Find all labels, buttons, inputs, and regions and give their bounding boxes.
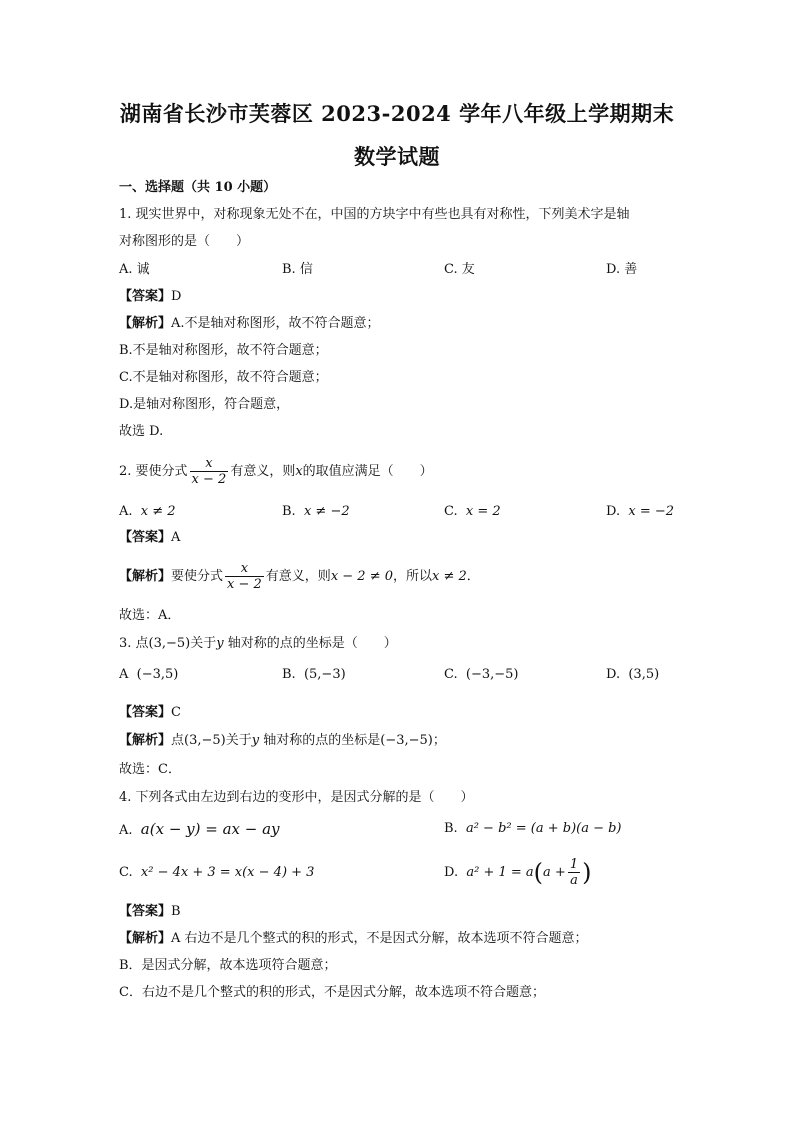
q3-option-b: B. (5,−3) [282, 667, 346, 682]
q1-analysis-line4: D.是轴对称图形，符合题意， [119, 397, 290, 412]
document-subtitle: 数学试题 [354, 144, 440, 169]
q3-analysis: 【解析】点(3,−5)关于y 轴对称的点的坐标是(−3,−5)； [119, 733, 446, 748]
analysis-label: 【解析】 [119, 316, 172, 331]
analysis-label: 【解析】 [119, 733, 172, 748]
section-heading: 一、选择题（共 10 小题） [119, 180, 277, 195]
q2-option-c: C. x = 2 [444, 504, 501, 519]
q4-analysis-line2: B．是因式分解，故本选项符合题意； [119, 958, 337, 973]
q4-answer [119, 904, 181, 920]
q1-option-a: A. 诚 [119, 262, 150, 277]
q2-answer [119, 530, 180, 546]
q2-prefix: 2. 要使分式 [119, 464, 188, 479]
q4-answer-value: B [171, 904, 181, 919]
q3-text: 3. 点(3,−5)关于y 轴对称的点的坐标是（ ） [119, 636, 397, 651]
q1-option-c: C. 友 [444, 262, 475, 277]
q2-conclusion: 故选：A． [119, 608, 181, 623]
analysis-label: 【解析】 [119, 931, 172, 946]
q4-option-b: B. a² − b² = (a + b)(a − b) [444, 821, 622, 836]
q4-optD-fraction: $\frac{1}{a}$ [569, 856, 579, 888]
q3-conclusion: 故选：C． [119, 762, 181, 777]
q1-text-line2: 对称图形的是（ ） [119, 234, 250, 249]
q2-analysis: 【解析】要使分式 $\frac{x}{x - 2}$ 有意义，则x − 2 ≠ 0，所以x ≠ 2． [119, 560, 480, 592]
answer-label: 【答案】 [119, 530, 172, 545]
q1-analysis-line5: 故选 D. [119, 424, 164, 439]
q2-var: x [295, 464, 303, 479]
analysis-label: 【解析】 [119, 569, 172, 584]
q2-suffix: 的取值应满足（ ） [302, 464, 433, 479]
q1-option-d: D. 善 [606, 262, 638, 277]
q1-answer-value: D [171, 289, 182, 304]
q1-text-line1: 1. 现实世界中，对称现象无处不在，中国的方块字中有些也具有对称性，下列美术字是轴 [119, 207, 630, 222]
answer-label: 【答案】 [119, 289, 172, 304]
q1-option-b: B. 信 [282, 262, 313, 277]
q2-option-a: A. x ≠ 2 [119, 504, 176, 519]
q1-analysis-line1: A.不是轴对称图形，故不符合题意； [171, 316, 380, 331]
q1-analysis-line2: B.不是轴对称图形，故不符合题意； [119, 343, 328, 358]
q4-text: 4. 下列各式由左边到右边的变形中，是因式分解的是（ ） [119, 790, 474, 805]
q2-mid: 有意义，则 [230, 464, 296, 479]
q4-option-a: A. a(x − y) = ax − ay [119, 820, 280, 838]
q3-answer-value: C [171, 705, 181, 720]
q1-analysis-line3: C.不是轴对称图形，故不符合题意； [119, 370, 328, 385]
q1-answer [119, 289, 181, 305]
q3-option-a: A (−3,5) [119, 667, 179, 682]
q1-analysis [119, 316, 380, 332]
q2-option-d: D. x = −2 [606, 504, 675, 519]
q3-option-c: C. (−3,−5) [444, 667, 519, 682]
document-title: 湖南省长沙市芙蓉区 2023-2024 学年八年级上学期期末 [119, 101, 675, 126]
q4-analysis-line3: C．右边不是几个整式的积的形式，不是因式分解，故本选项不符合题意； [119, 985, 545, 1000]
q3-option-d: D. (3,5) [606, 667, 660, 682]
answer-label: 【答案】 [119, 705, 172, 720]
q2-frac-den: x − 2 [191, 471, 227, 487]
q2-answer-value: A [171, 530, 181, 545]
q2-analysis-fraction: $\frac{x}{x - 2}$ [227, 560, 262, 592]
q2-frac-num: x [205, 455, 213, 471]
q4-option-c: C. x² − 4x + 3 = x(x − 4) + 3 [119, 865, 315, 880]
q3-answer [119, 705, 181, 721]
q2-fraction [190, 457, 229, 487]
q4-option-d: D. a² + 1 = a(a + $\frac{1}{a}$ ) [444, 856, 592, 888]
q2-text [119, 455, 433, 489]
q2-option-b: B. x ≠ −2 [282, 504, 350, 519]
q4-analysis [119, 931, 588, 947]
q4-analysis-line1: A 右边不是几个整式的积的形式，不是因式分解，故本选项不符合题意； [171, 931, 588, 946]
answer-label: 【答案】 [119, 904, 172, 919]
